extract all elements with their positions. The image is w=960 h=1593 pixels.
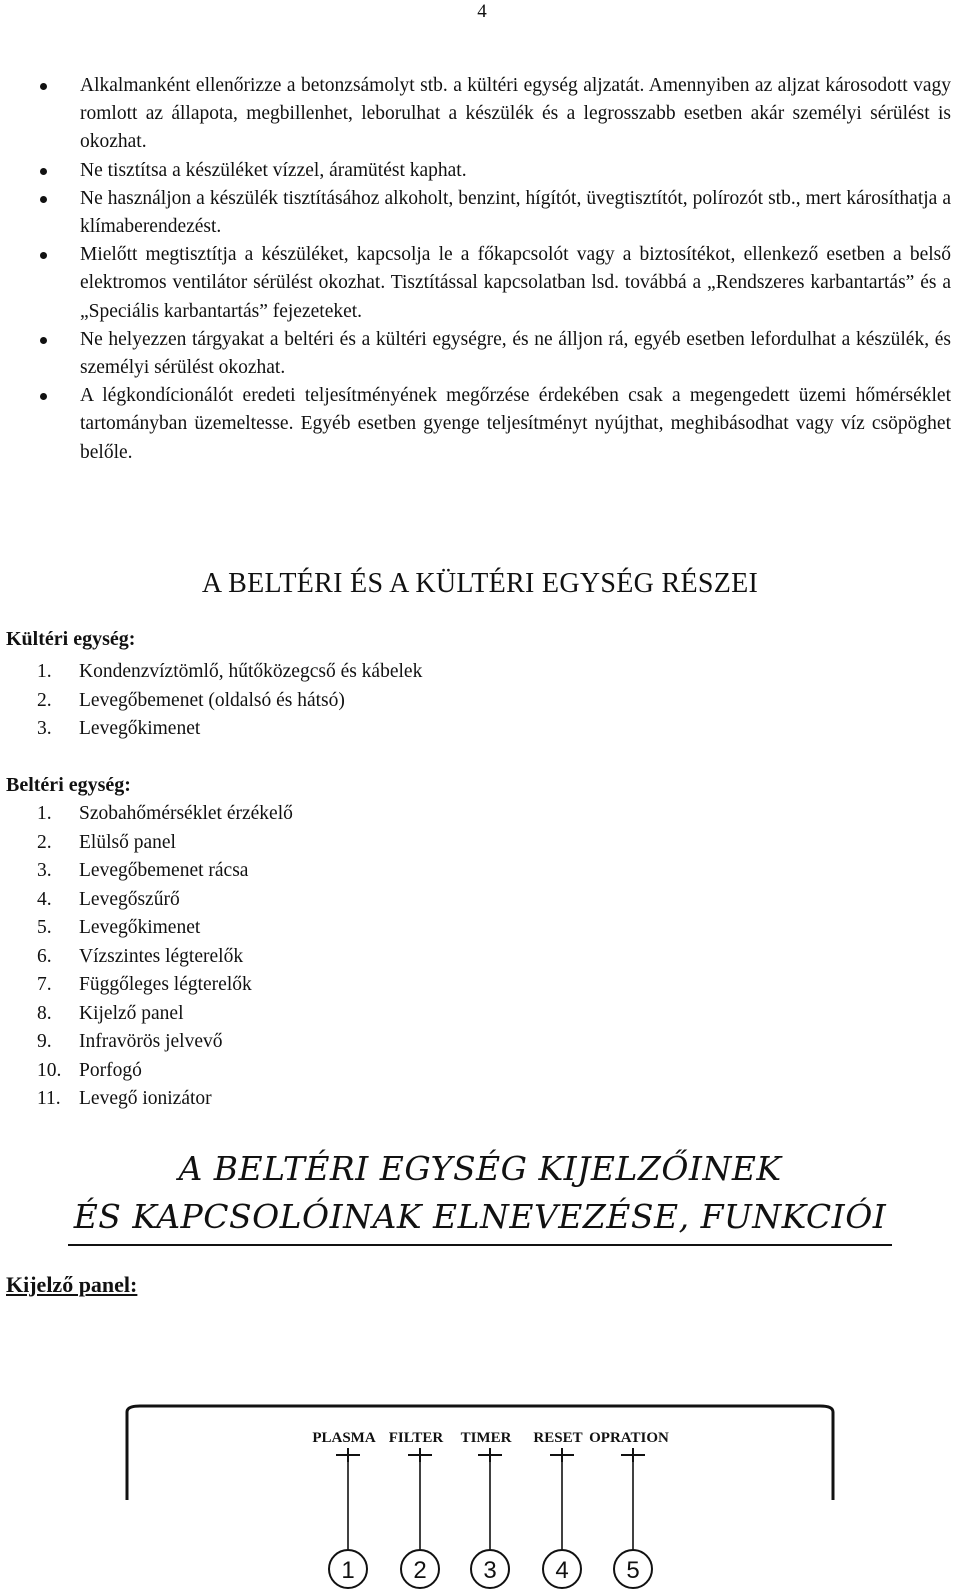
item-number: 2. <box>37 689 52 711</box>
bullet-item <box>36 241 951 326</box>
list-item <box>37 658 422 687</box>
panel-outline <box>127 1406 833 1500</box>
item-number: 11. <box>37 1088 61 1109</box>
item-number: 1. <box>37 803 52 824</box>
item-number: 5. <box>37 917 52 938</box>
list-item <box>37 943 293 972</box>
outdoor-unit-label: Kültéri egység: <box>6 628 136 650</box>
section-title-display-line1: A BELTÉRI EGYSÉG KIJELZŐINEK <box>178 1149 782 1188</box>
item-number: 10. <box>37 1059 62 1081</box>
bullet-text: Ne tisztítsa a készüléket vízzel, áramütést kaphat. <box>80 159 467 181</box>
display-panel-label: Kijelző panel: <box>6 1272 138 1297</box>
page-number: 4 <box>477 1 487 22</box>
callout-number: 3 <box>483 1557 497 1584</box>
list-item <box>37 800 293 829</box>
list-item <box>37 1028 293 1057</box>
list-item <box>37 715 422 744</box>
bullet-text: Ne használjon a készülék tisztításához alkoholt, benzint, hígítót, üvegtisztítót, polírozót stb., mert károsíthatja a klímaberendezést. <box>80 187 951 238</box>
item-number: 8. <box>37 1002 52 1024</box>
item-text: Levegő ionizátor <box>79 1088 212 1109</box>
panel-label-filter: FILTER <box>388 1430 444 1446</box>
bullet-text: A légkondícionálót eredeti teljesítményének megőrzése érdekében csak a megengedett üzemi hőmérséklet tartományban üzemeltesse. Egyéb esetben gyenge teljesítményt nyújthat, meghibásodhat vagy víz csöpöghet belőle. <box>80 385 951 463</box>
bullet-item <box>36 157 951 185</box>
section-title-display-line2-wrap <box>0 1194 960 1246</box>
bullet-text: Alkalmanként ellenőrizze a betonzsámolyt stb. a kültéri egység aljzatát. Amennyiben az aljzat károsodott vagy romlott az állapota, megbillenhet, leborulhat a készülék és a legrosszabb esetben akár személyi sérülést is okozhat. <box>80 75 951 153</box>
callout-number: 5 <box>626 1557 640 1584</box>
section-title-display-line2: ÉS KAPCSOLÓINAK ELNEVEZÉSE, FUNKCIÓI <box>68 1194 893 1246</box>
list-item <box>37 687 422 716</box>
bullet-text: Mielőtt megtisztítja a készüléket, kapcsolja le a főkapcsolót vagy a biztosítékot, ellenkező esetben a belső elektromos ventilátor sérülést okozhat. Tisztítással kapcsolatban lsd. továbbá a „Rendszeres karbantartás” és a „Speciális karbantartás” fejezeteket. <box>80 244 951 322</box>
list-item <box>37 1000 293 1029</box>
bullet-dot-icon <box>40 83 47 90</box>
safety-bullet-list <box>36 72 951 467</box>
panel-items <box>312 1430 669 1588</box>
bullet-item <box>36 185 951 241</box>
item-text: Levegőkimenet <box>79 917 201 938</box>
list-item <box>37 1057 293 1086</box>
bullet-dot-icon <box>40 252 47 259</box>
callout-number: 2 <box>413 1557 427 1584</box>
item-number: 1. <box>37 661 52 682</box>
list-item <box>37 914 293 943</box>
item-text: Függőleges légterelők <box>79 974 252 995</box>
item-text: Vízszintes légterelők <box>79 945 244 967</box>
item-text: Elülső panel <box>79 831 176 853</box>
item-number: 6. <box>37 945 52 967</box>
outdoor-parts-list <box>37 658 422 744</box>
list-item <box>37 829 293 858</box>
bullet-dot-icon <box>40 168 47 175</box>
item-text: Kondenzvíztömlő, hűtőközegcső és kábelek <box>79 661 423 682</box>
bullet-item <box>36 382 951 467</box>
callout-number: 1 <box>341 1557 355 1584</box>
panel-label-timer: TIMER <box>460 1430 512 1446</box>
list-item <box>37 857 293 886</box>
bullet-dot-icon <box>40 393 47 400</box>
display-panel-diagram <box>0 1400 960 1593</box>
bullet-dot-icon <box>40 196 47 203</box>
item-text: Porfogó <box>79 1059 142 1081</box>
item-text: Kijelző panel <box>79 1002 184 1024</box>
indoor-unit-label: Beltéri egység: <box>6 774 131 796</box>
bullet-item <box>36 72 951 157</box>
item-text: Infravörös jelvevő <box>79 1031 223 1052</box>
bullet-text: Ne helyezzen tárgyakat a beltéri és a kültéri egységre, és ne álljon rá, egyéb esetben lefordulhat a készülék, és személyi sérülést okozhat. <box>80 328 951 379</box>
item-number: 9. <box>37 1031 52 1052</box>
panel-label-plasma: PLASMA <box>312 1430 376 1446</box>
item-text: Levegőszűrő <box>79 888 180 910</box>
list-item <box>37 1085 293 1114</box>
list-item <box>37 886 293 915</box>
panel-label-reset: RESET <box>533 1430 583 1446</box>
item-number: 4. <box>37 888 52 910</box>
callout-number: 4 <box>555 1557 569 1584</box>
item-number: 7. <box>37 974 52 995</box>
item-text: Levegőkimenet <box>79 718 201 739</box>
item-text: Szobahőmérséklet érzékelő <box>79 803 293 824</box>
item-number: 3. <box>37 718 52 739</box>
item-number: 3. <box>37 860 52 881</box>
bullet-item <box>36 326 951 382</box>
item-text: Levegőbemenet rácsa <box>79 860 249 881</box>
item-number: 2. <box>37 831 52 853</box>
section-title-parts: A BELTÉRI ÉS A KÜLTÉRI EGYSÉG RÉSZEI <box>201 568 759 599</box>
panel-label-opration: OPRATION <box>589 1430 669 1446</box>
indoor-parts-list <box>37 800 293 1114</box>
list-item <box>37 971 293 1000</box>
item-text: Levegőbemenet (oldalsó és hátsó) <box>79 689 345 711</box>
bullet-dot-icon <box>40 337 47 344</box>
